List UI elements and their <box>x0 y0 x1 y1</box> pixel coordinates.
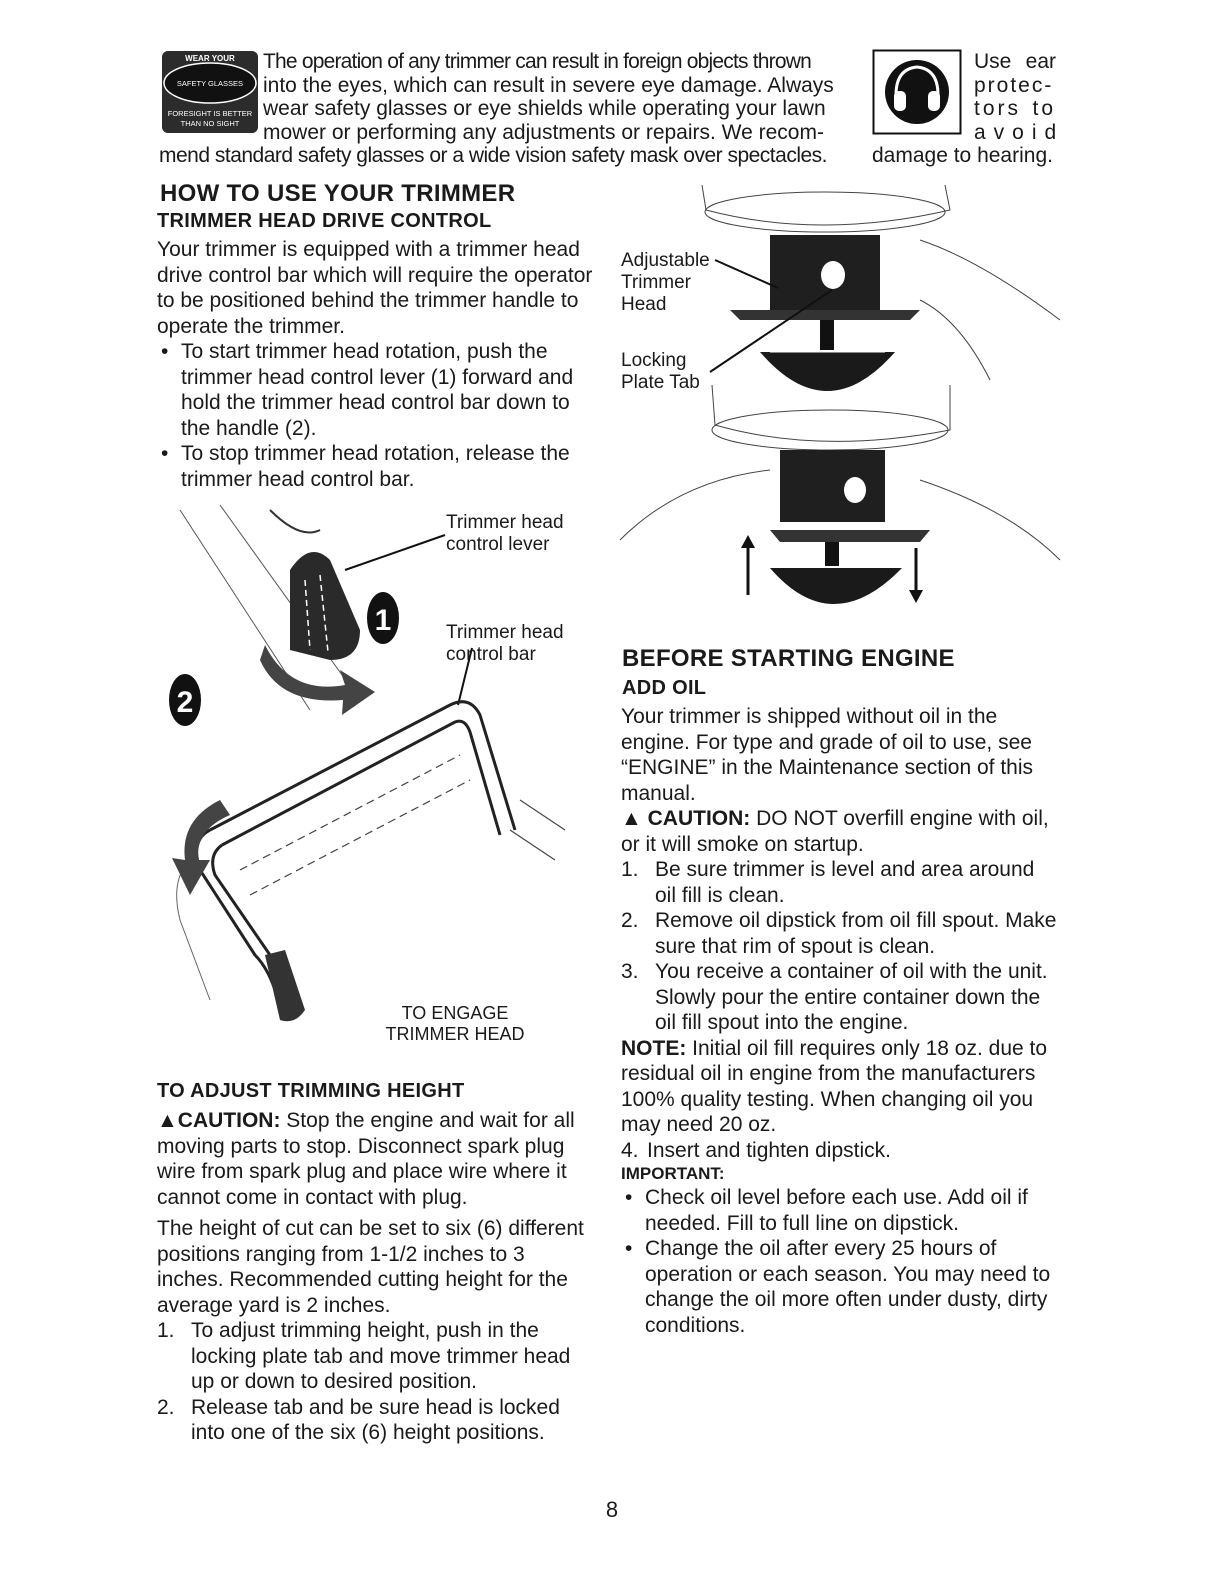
drive-intro: Your trimmer is equipped with a trimmer head drive control bar which will require the operator to be positioned behind the trimmer handle to operate the trimmer. <box>157 238 593 338</box>
oil-step-1-number: 1. <box>621 858 639 881</box>
drive-control-body <box>157 237 597 492</box>
caution-triangle-icon: ▲ <box>621 807 642 830</box>
adjust-step-2 <box>157 1395 597 1446</box>
locking-tab-label: Locking Plate Tab <box>621 350 700 393</box>
adjust-step-2-text: Release tab and be sure head is locked into one of the six (6) height positions. <box>191 1395 560 1444</box>
caution-triangle-icon: ▲ <box>157 1109 178 1132</box>
adjust-caution-text: Stop the engine and wait for all moving parts to stop. Disconnect spark plug wire from spark plug and place wire where it cannot come in contact with plug. <box>157 1109 575 1209</box>
ear-line-5: damage to hearing. <box>872 144 1053 167</box>
drive-control-heading: TRIMMER HEAD DRIVE CONTROL <box>157 210 492 232</box>
oil-note <box>621 1036 1061 1138</box>
eye-line-5: mend standard safety glasses or a wide vision safety mask over spectacles. <box>159 144 827 167</box>
safety-glasses-badge <box>160 49 260 135</box>
bar-label: Trimmer head control bar <box>446 622 564 665</box>
badge-line-1: WEAR YOUR <box>185 54 235 63</box>
adjust-step-2-number: 2. <box>157 1395 175 1419</box>
oil-caution <box>621 806 1061 857</box>
oil-caution-text: DO NOT overfill engine with oil, or it will smoke on startup. <box>621 807 1049 856</box>
badge-line-2: SAFETY GLASSES <box>176 79 244 88</box>
badge-line-3: FORESIGHT IS BETTER <box>167 109 253 118</box>
oil-step-2-number: 2. <box>621 909 639 932</box>
adjust-height-text: The height of cut can be set to six (6) different positions ranging from 1-1/2 inches to 3 inches. Recommended cutting height for the average yard is 2 inches. <box>157 1217 584 1317</box>
how-to-title: HOW TO USE YOUR TRIMMER <box>160 180 516 207</box>
adjust-body <box>157 1108 597 1446</box>
oil-step-2 <box>621 908 1061 959</box>
important-bullet-2: • Change the oil after every 25 hours of operation or each season. You may need to change the oil more often under dusty, dirty conditions. <box>621 1236 1061 1338</box>
eye-warning-text <box>263 50 859 144</box>
adjust-heading: TO ADJUST TRIMMING HEIGHT <box>157 1080 465 1102</box>
oil-step-3 <box>621 959 1061 1036</box>
ear-line-1: Use ear <box>974 50 1056 73</box>
oil-step-4-text: Insert and tighten dipstick. <box>647 1138 891 1162</box>
important-bullet-1: • Check oil level before each use. Add oil if needed. Fill to full line on dipstick. <box>621 1185 1061 1236</box>
oil-note-word: NOTE: <box>621 1036 687 1060</box>
oil-step-1-text: Be sure trimmer is level and area around oil fill is clean. <box>655 858 1035 907</box>
adjust-step-1 <box>157 1318 597 1395</box>
lever-label: Trimmer head control lever <box>446 512 564 555</box>
oil-step-1 <box>621 857 1061 908</box>
add-oil-heading: ADD OIL <box>622 677 707 699</box>
adjustable-head-label: Adjustable Trimmer Head <box>621 250 710 315</box>
step-2-marker: 2 <box>176 686 194 719</box>
oil-step-3-number: 3. <box>621 960 639 983</box>
drive-bullet-1: • To start trimmer head rotation, push the trimmer head control lever (1) forward and hold the trimmer head control bar down to the handle (2). <box>157 339 597 441</box>
drive-bullet-2: • To stop trimmer head rotation, release the trimmer head control bar. <box>157 441 597 492</box>
ear-protection-icon <box>872 49 962 135</box>
eye-line-4: mower or performing any adjustments or repairs. We recom- <box>263 120 824 144</box>
ear-warning-text <box>974 50 1065 144</box>
eye-line-1: The operation of any trimmer can result in foreign objects thrown <box>263 50 811 73</box>
eye-line-2: into the eyes, which can result in severe eye damage. Always <box>263 73 834 97</box>
oil-step-3-text: You receive a container of oil with the unit. Slowly pour the entire container down the oil fill spout into the engine. <box>655 960 1048 1034</box>
add-oil-body <box>621 704 1061 1338</box>
ear-line-3: tors to <box>974 97 1056 120</box>
before-start-title: BEFORE STARTING ENGINE <box>622 645 955 672</box>
engage-caption: TO ENGAGE TRIMMER HEAD <box>385 1003 525 1044</box>
step-1-marker: 1 <box>374 604 392 637</box>
oil-step-4-number: 4. <box>621 1138 639 1162</box>
oil-step-4 <box>621 1138 1061 1164</box>
page-number: 8 <box>605 1497 619 1522</box>
important-heading: IMPORTANT: <box>621 1164 725 1183</box>
adjust-caution-word: CAUTION: <box>177 1109 281 1132</box>
ear-line-4: avoid <box>974 120 1065 144</box>
oil-note-text: Initial oil fill requires only 18 oz. due to residual oil in engine from the manufacturers 100% quality testing. When changing oil you may need 20 oz. <box>621 1036 1048 1136</box>
drive-control-figure <box>160 500 600 1044</box>
add-oil-intro: Your trimmer is shipped without oil in the engine. For type and grade of oil to use, see “ENGINE” in the Maintenance section of this manual. <box>621 705 1034 805</box>
adjust-step-1-number: 1. <box>157 1319 175 1342</box>
eye-line-3: wear safety glasses or eye shields while operating your lawn <box>263 97 826 120</box>
ear-line-2: protec- <box>974 73 1054 97</box>
oil-step-2-text: Remove oil dipstick from oil fill spout. Make sure that rim of spout is clean. <box>655 909 1057 958</box>
trimmer-head-figure <box>620 180 1060 610</box>
oil-caution-word: CAUTION: <box>647 807 751 830</box>
adjust-step-1-text: To adjust trimming height, push in the locking plate tab and move trimmer head up or down to desired position. <box>191 1319 571 1393</box>
badge-line-4: THAN NO SIGHT <box>180 119 240 128</box>
adjust-caution <box>157 1108 597 1210</box>
